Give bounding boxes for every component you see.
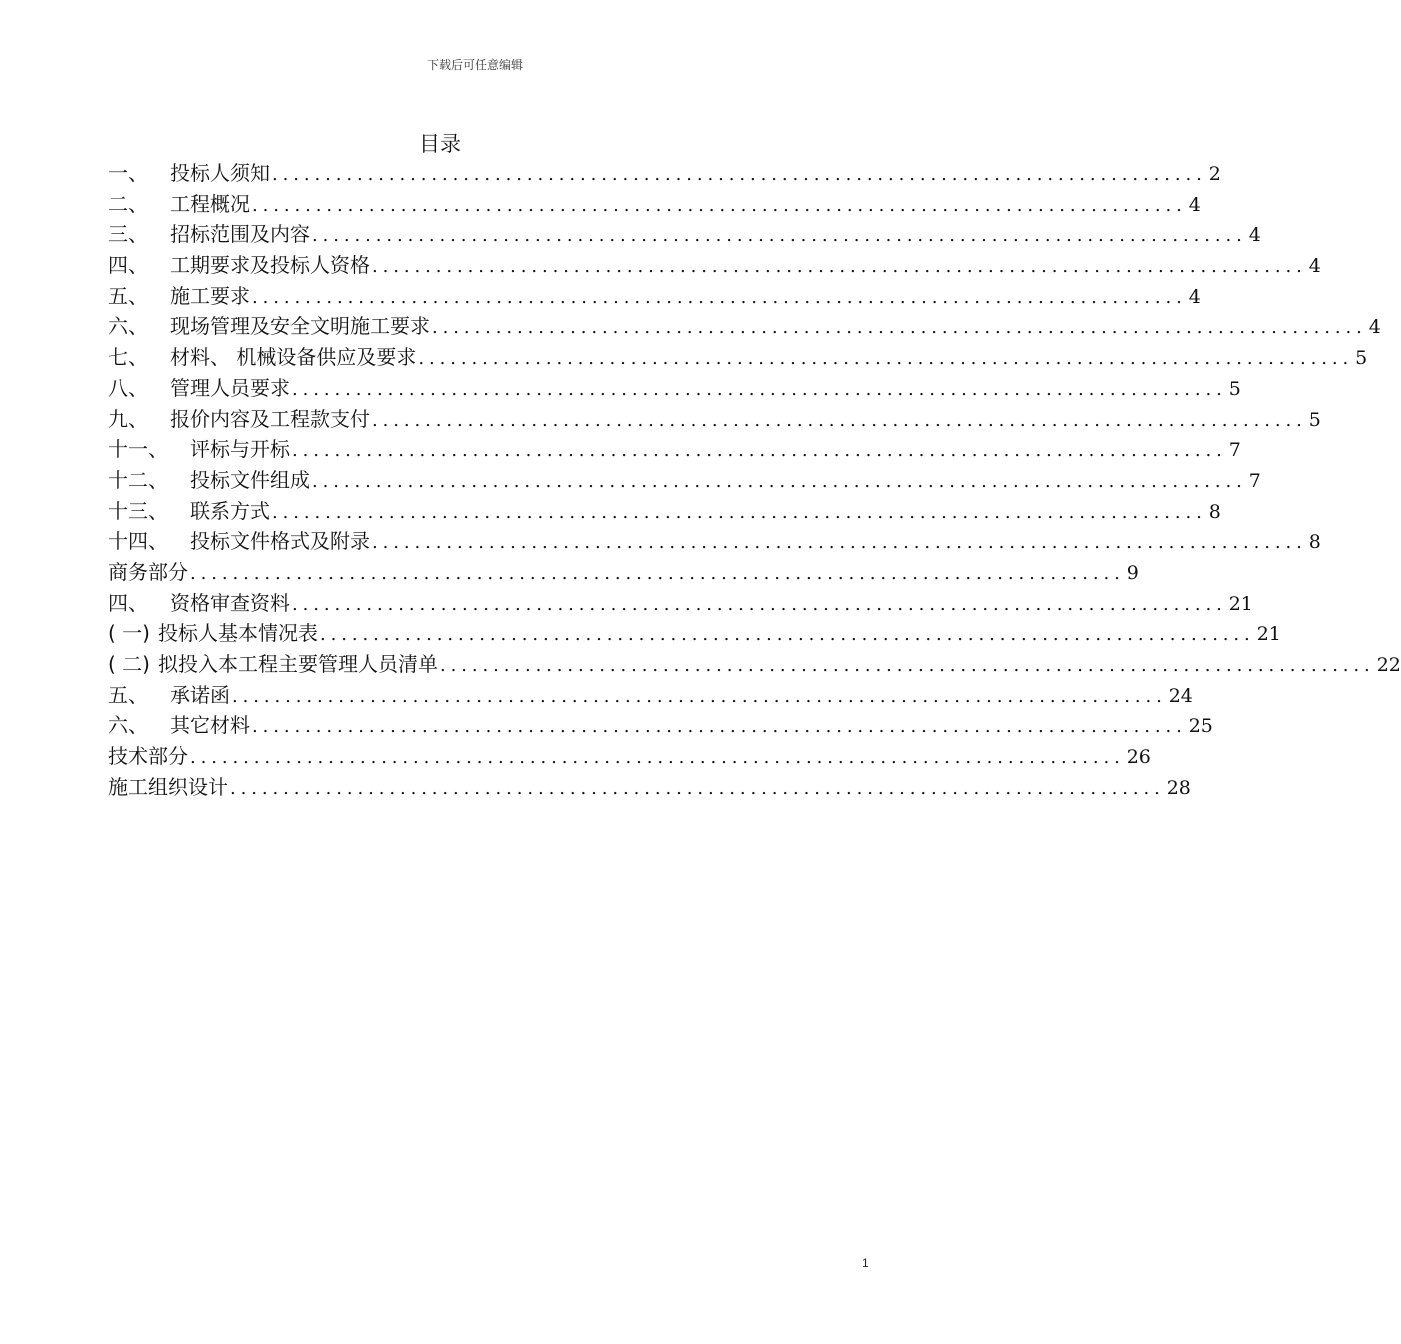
toc-entry-page: 9 (1126, 561, 1139, 584)
toc-entry[interactable] (108, 588, 1253, 619)
toc-entry-title: 联系方式 (190, 498, 270, 523)
toc-entry[interactable] (108, 281, 1201, 312)
toc-dot-leader: ........................................................................................ (312, 470, 1247, 492)
toc-dot-leader: ........................................................................................ (230, 777, 1165, 799)
toc-entry[interactable] (108, 250, 1321, 281)
toc-entry-title: 其它材料 (170, 713, 250, 738)
toc-entry-number: 五、 (108, 283, 148, 308)
toc-dot-leader: ........................................................................................ (292, 593, 1227, 615)
toc-entry[interactable] (108, 373, 1241, 404)
toc-dot-leader: ........................................................................................ (272, 164, 1207, 185)
toc-entry-title: 工程概况 (170, 191, 250, 216)
toc-entry-page: 8 (1308, 531, 1321, 554)
toc-entry[interactable] (108, 526, 1321, 557)
toc-entry-number: 四、 (108, 590, 148, 615)
toc-entry-page: 8 (1208, 500, 1221, 523)
toc-entry-title: 材料、 机械设备供应及要求 (170, 345, 417, 370)
toc-entry-title: 承诺函 (170, 682, 230, 707)
toc-dot-leader: ........................................................................................ (372, 409, 1307, 431)
toc-entry-title: 管理人员要求 (170, 375, 290, 400)
toc-entry-title: 投标文件组成 (190, 467, 310, 492)
toc-entry-number: 一、 (108, 161, 148, 185)
toc-entry[interactable] (108, 465, 1261, 496)
toc-entry[interactable] (108, 680, 1193, 711)
toc-entry-title: 资格审查资料 (170, 590, 290, 615)
toc-dot-leader: ........................................................................................ (292, 440, 1227, 462)
toc-entry-title: 投标文件格式及附录 (190, 529, 370, 554)
toc-entry-number: 五、 (108, 682, 148, 707)
table-of-contents (108, 158, 1401, 802)
toc-entry-title: 招标范围及内容 (170, 222, 310, 247)
toc-entry-number: 十一、 (108, 437, 168, 462)
toc-entry-page: 4 (1188, 193, 1201, 216)
toc-entry[interactable] (108, 772, 1191, 803)
toc-entry[interactable] (108, 618, 1281, 649)
toc-entry-page: 4 (1368, 316, 1381, 339)
toc-entry-page: 7 (1248, 469, 1261, 492)
toc-dot-leader: ........................................................................................ (312, 225, 1247, 247)
toc-entry-number: 三、 (108, 222, 148, 247)
toc-title: 目录 (419, 132, 461, 156)
toc-entry[interactable] (108, 557, 1139, 588)
toc-entry-number: 十二、 (108, 467, 168, 492)
toc-dot-leader: ........................................................................................ (252, 286, 1187, 308)
toc-entry[interactable] (108, 649, 1401, 680)
toc-entry-page: 4 (1188, 285, 1201, 308)
toc-entry-number: 十四、 (108, 529, 168, 554)
toc-entry-page: 4 (1308, 255, 1321, 278)
toc-entry-page: 26 (1126, 746, 1151, 769)
toc-dot-leader: ........................................................................................ (190, 562, 1125, 584)
toc-dot-leader: ........................................................................................ (432, 317, 1367, 339)
toc-dot-leader: ........................................................................................ (232, 685, 1167, 707)
toc-entry-title: 投标人须知 (170, 161, 270, 185)
toc-entry-number: 四、 (108, 253, 148, 278)
toc-entry-page: 5 (1308, 408, 1321, 431)
toc-entry[interactable] (108, 404, 1321, 435)
toc-dot-leader: ........................................................................................ (190, 747, 1125, 769)
toc-entry-number: 六、 (108, 713, 148, 738)
toc-dot-leader: ........................................................................................ (292, 378, 1227, 400)
toc-entry-title: 技术部分 (108, 744, 188, 769)
toc-entry[interactable] (108, 741, 1151, 772)
toc-entry[interactable] (108, 434, 1241, 465)
toc-entry-page: 21 (1256, 623, 1281, 646)
toc-entry-title: 投标人基本情况表 (157, 621, 318, 646)
toc-entry-number: 二、 (108, 191, 148, 216)
toc-entry-page: 4 (1248, 224, 1261, 247)
toc-entry[interactable] (108, 710, 1213, 741)
toc-dot-leader: ........................................................................................ (439, 655, 1375, 676)
toc-entry[interactable] (108, 158, 1221, 189)
toc-entry[interactable] (108, 342, 1368, 373)
toc-entry-number: 九、 (108, 406, 148, 431)
toc-entry[interactable] (108, 219, 1261, 250)
toc-entry-number: 七、 (108, 345, 148, 370)
header-note: 下载后可任意编辑 (426, 58, 523, 72)
toc-entry-page: 28 (1166, 776, 1191, 799)
toc-dot-leader: ........................................................................................ (252, 716, 1187, 738)
toc-entry[interactable] (108, 496, 1221, 527)
toc-entry-page: 22 (1376, 654, 1401, 676)
toc-entry-title: 施工组织设计 (108, 774, 228, 799)
toc-dot-leader: ........................................................................................ (272, 501, 1207, 523)
toc-entry-number: ( 一) (108, 621, 150, 646)
toc-entry-title: 商务部分 (108, 559, 188, 584)
toc-entry-number: ( 二) (108, 652, 150, 676)
toc-entry-title: 工期要求及投标人资格 (170, 253, 370, 278)
toc-dot-leader: ........................................................................................ (372, 256, 1307, 278)
toc-entry-page: 24 (1168, 684, 1193, 707)
toc-entry-title: 评标与开标 (190, 437, 290, 462)
toc-entry-number: 八、 (108, 375, 148, 400)
toc-entry[interactable] (108, 189, 1201, 220)
toc-entry-page: 5 (1355, 347, 1368, 370)
toc-entry-title: 拟投入本工程主要管理人员清单 (157, 652, 438, 676)
toc-entry-title: 施工要求 (170, 283, 250, 308)
toc-dot-leader: ........................................................................................ (372, 532, 1307, 554)
toc-entry-page: 21 (1228, 592, 1253, 615)
toc-dot-leader: ........................................................................................ (252, 194, 1187, 216)
page-number: 1 (862, 1256, 869, 1270)
toc-entry-title: 现场管理及安全文明施工要求 (170, 314, 430, 339)
toc-entry-number: 六、 (108, 314, 148, 339)
toc-entry-page: 2 (1208, 163, 1221, 185)
toc-entry-page: 25 (1188, 715, 1213, 738)
toc-entry-page: 5 (1228, 377, 1241, 400)
toc-entry-page: 7 (1228, 439, 1241, 462)
toc-entry-title: 报价内容及工程款支付 (170, 406, 370, 431)
toc-entry[interactable] (108, 311, 1381, 342)
toc-entry-number: 十三、 (108, 498, 168, 523)
toc-dot-leader: ........................................................................................ (418, 348, 1354, 370)
toc-dot-leader: ........................................................................................ (319, 624, 1255, 646)
